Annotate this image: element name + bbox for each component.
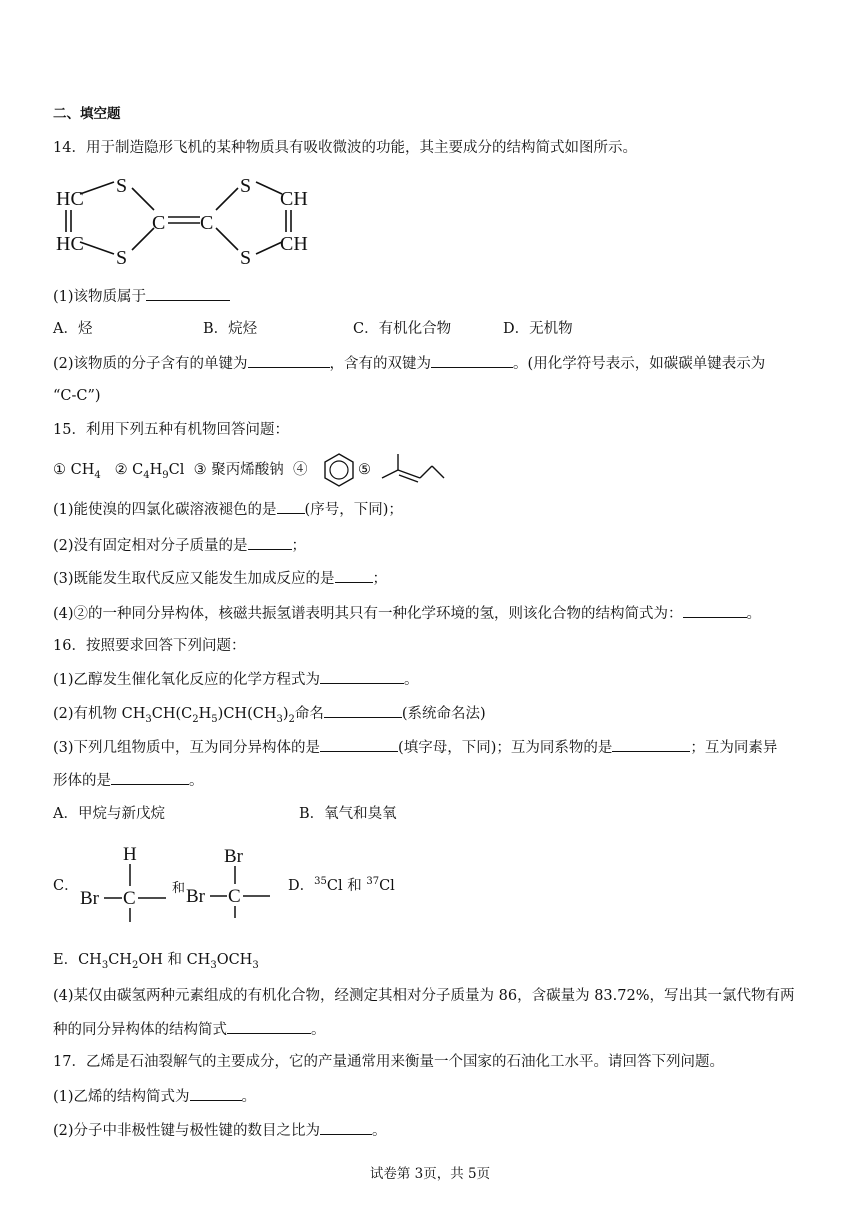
q16-option-c-label[interactable]: C． [53,878,79,894]
q15-p2-blank[interactable] [248,535,292,550]
q14-c-left: C [152,212,166,234]
q14-s-left-bottom: S [116,247,128,269]
section-title: 二、填空题 [53,106,121,122]
q16-c-carbon-right: C [228,886,241,907]
q15-p3-blank[interactable] [335,568,373,583]
q16-p4-cont: 种的同分异构体的结构简式 。 [53,1019,326,1040]
q15-compound-3: ③ 聚丙烯酸钠 [193,462,284,478]
q14-p2-cont: “C-C”) [53,388,101,404]
q17-p1-blank[interactable] [190,1086,242,1101]
q16-p3-cont: 形体的是 。 [53,770,204,791]
q15-stem: 15．利用下列五种有机物回答问题： [53,422,289,438]
q14-structure-diagram [50,170,330,270]
q14-hc-top: HC [56,188,84,210]
q16-c-br-mid: Br [186,886,205,907]
q16-p2-blank[interactable] [324,703,402,718]
q15-p3: (3)既能发生取代反应又能发生加成反应的是 ； [53,568,387,589]
q14-p2-text-a: (2)该物质的分子含有的单键为 [53,356,248,372]
q14-ch-bottom: CH [280,233,308,255]
q14-p2-blank-single[interactable] [248,353,330,368]
q16-p4: (4)某仅由碳氢两种元素组成的有机化合物，经测定其相对分子质量为 86，含碳量为 83.72%，写出其一氯代物有两 [53,988,795,1004]
q14-p2-text-c: 。(用化学符号表示，如碳碳单键表示为 [513,356,766,372]
q16-p2: (2)有机物 $CH_3CH(C_2H_5)CH(CH_3)_2$命名 (系统命名法) [53,703,486,724]
q16-c-h: H [123,844,137,865]
q14-s-right-bottom: S [240,247,252,269]
q14-p1-blank[interactable] [146,286,230,301]
q17-p1: (1)乙烯的结构简式为 。 [53,1086,256,1107]
q15-alkene-skeleton [376,450,446,486]
q14-option-d[interactable]: D．无机物 [503,321,573,337]
q16-p3-blank-homolog[interactable] [612,737,690,752]
q16-option-c-structures [76,838,286,924]
q14-option-c[interactable]: C．有机化合物 [353,321,452,337]
page-footer: 试卷第 3页，共 5页 [369,1166,491,1182]
q14-option-b[interactable]: B．烷烃 [203,321,258,337]
q16-c-and: 和 [172,880,186,895]
q15-compound-1: ① $CH_4$ [53,462,101,481]
q14-option-a[interactable]: A．烃 [53,321,93,337]
q16-p3: (3)下列几组物质中，互为同分异构体的是 (填字母，下同)；互为同系物的是 ；互为同素异 [53,737,777,758]
q15-p1: (1)能使溴的四氯化碳溶液褪色的是 (序号，下同)； [53,499,403,520]
q15-compound-5-label: ⑤ [358,462,371,478]
q15-compounds [53,460,307,480]
q14-ch-top: CH [280,188,308,210]
q14-p2-text-b: ，含有的双键为 [329,356,432,372]
q14-s-left-top: S [116,175,128,197]
q17-stem: 17．乙烯是石油裂解气的主要成分，它的产量通常用来衡量一个国家的石油化工水平。请回答下列问题。 [53,1054,724,1070]
q14-c-right: C [200,212,214,234]
q16-p3-blank-isomer[interactable] [320,737,398,752]
q15-p4: (4)②的一种同分异构体，核磁共振氢谱表明其只有一种化学环境的氢，则该化合物的结构简式为： 。 [53,603,761,624]
q16-option-b[interactable]: B．氧气和臭氧 [299,806,397,822]
q15-compound-2: ② $C_4H_9Cl$ [114,462,185,481]
q14-stem: 14．用于制造隐形飞机的某种物质具有吸收微波的功能，其主要成分的结构简式如图所示。 [53,140,637,156]
q14-s-right-top: S [240,175,252,197]
q14-hc-bottom: HC [56,233,84,255]
q15-compound-4-label: ④ [292,462,308,478]
q16-stem: 16．按照要求回答下列问题： [53,638,246,654]
q15-p2: (2)没有固定相对分子质量的是 ； [53,535,306,556]
q14-p1 [53,286,230,307]
q15-benzene-ring [322,452,356,488]
q16-p1: (1)乙醇发生催化氧化反应的化学方程式为 。 [53,669,419,690]
q16-p4-blank[interactable] [227,1019,311,1034]
q16-c-br-top: Br [224,846,243,867]
q17-p2: (2)分子中非极性键与极性键的数目之比为 。 [53,1120,387,1141]
q16-p3-blank-allotrope[interactable] [111,770,189,785]
q16-p1-blank[interactable] [320,669,404,684]
q15-p1-blank[interactable] [277,499,305,514]
q14-p2 [53,353,765,374]
q16-option-e[interactable]: E．$CH_3CH_2OH$ 和 $CH_3OCH_3$ [53,952,259,971]
q17-p2-blank[interactable] [320,1120,372,1135]
q15-p4-blank[interactable] [683,603,747,618]
q14-p2-blank-double[interactable] [431,353,513,368]
q16-option-a[interactable]: A．甲烷与新戊烷 [53,806,165,822]
q16-c-carbon-left: C [123,888,136,909]
q16-c-br-left: Br [80,888,99,909]
q14-p1-text: (1)该物质属于 [53,289,147,305]
q16-option-d[interactable]: D．$^{35}$Cl 和 $^{37}$Cl [288,876,395,894]
